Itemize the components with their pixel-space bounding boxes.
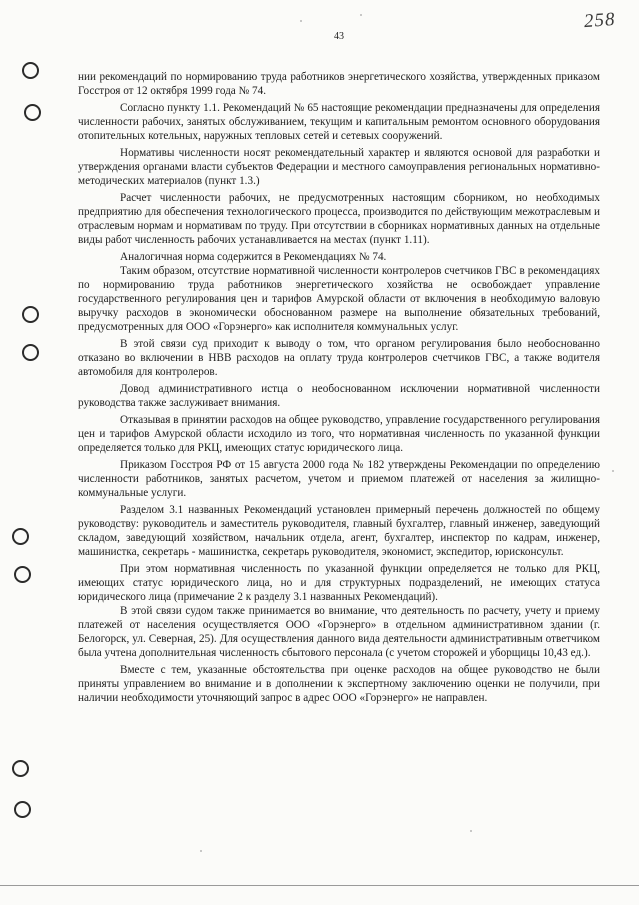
paragraph: Приказом Госстроя РФ от 15 августа 2000 года № 182 утверждены Рекомендации по определению численности работников, занятых расчетом, учетом и приемом платежей от населения за жилищно-коммунальные услуги. (78, 459, 600, 499)
page-number: 43 (334, 31, 344, 42)
punch-hole-icon (22, 62, 39, 79)
punch-hole-icon (12, 528, 29, 545)
punch-hole-icon (22, 344, 39, 361)
paragraph: Вместе с тем, указанные обстоятельства при оценке расходов на общее руководство не были приняты управлением во внимание и в дополнении к экспертному заключению оценки не получили, при наличии необходимости уточняющий запрос в адрес ООО «Горэнерго» не направлен. (78, 664, 600, 704)
paragraph: Расчет численности рабочих, не предусмотренных настоящим сборником, но необходимых предприятию для обеспечения технологического процесса, производится по действующим межотраслевым и отраслевым нормам и нормативам по труду. При отсутствии в сборниках нормативных данных на отдельные виды работ численность рабочих устанавливается на местах (пункт 1.11). (78, 192, 600, 246)
paragraph: Согласно пункту 1.1. Рекомендаций № 65 настоящие рекомендации предназначены для определения численности рабочих, занятых обслуживанием, текущим и капитальным ремонтом основного оборудования отопительных котельных, наружных тепловых сетей и сетевых сооружений. (78, 102, 600, 142)
punch-hole-icon (14, 801, 31, 818)
archive-number-handwritten: 258 (583, 8, 617, 33)
paragraph: Разделом 3.1 названных Рекомендаций установлен примерный перечень должностей по общему руководству: руководитель и заместитель руководителя, главный бухгалтер, главный инженер, заведующий складом, заведующий хозяйством, начальник отдела, агент, бухгалтер, инспектор по кадрам, инженер, машинистка, секретарь - машинистка, секретарь руководителя, экономист, экспедитор, юрисконсульт. (78, 504, 600, 558)
paragraph: В этой связи судом также принимается во внимание, что деятельность по расчету, учету и приему платежей от населения осуществляется ООО «Горэнерго» в отдельном административном здании (г. Белогорск, ул. Северная, 25). Для осуществления данного вида деятельности административным ответчиком была учтена дополнительная численность сбытового персонала (с учетом сторожей и уборщицы 10,43 ед.). (78, 605, 600, 659)
punch-hole-icon (12, 760, 29, 777)
paragraph: Нормативы численности носят рекомендательный характер и являются основой для разработки и утверждения органами власти субъектов Федерации и местного самоуправления региональных нормативно-методических материалов (пункт 1.3.) (78, 147, 600, 187)
scan-edge-line (0, 885, 639, 886)
punch-hole-icon (24, 104, 41, 121)
paragraph: Довод административного истца о необоснованном исключении нормативной численности руководства также заслуживает внимания. (78, 383, 600, 409)
punch-hole-icon (22, 306, 39, 323)
paragraph: нии рекомендаций по нормированию труда работников энергетического хозяйства, утвержденных приказом Госстроя от 12 октября 1999 года № 74. (78, 71, 600, 97)
paragraph: При этом нормативная численность по указанной функции определяется не только для РКЦ, имеющих статус юридического лица, но и для структурных подразделений, не имеющих статуса юридического лица (примечание 2 к разделу 3.1 названных Рекомендаций). (78, 563, 600, 603)
paragraph: Отказывая в принятии расходов на общее руководство, управление государственного регулирования цен и тарифов Амурской области исходило из того, что нормативная численность по указанной функции определяется только для РКЦ, имеющих статус юридического лица. (78, 414, 600, 454)
punch-hole-icon (14, 566, 31, 583)
document-body (78, 70, 600, 705)
paragraph: Аналогичная норма содержится в Рекомендациях № 74. (120, 251, 387, 263)
paragraph: В этой связи суд приходит к выводу о том, что органом регулирования было необоснованно отказано во включении в НВВ расходов на оплату труда контролеров счетчиков ГВС, а также водителя автомобиля для контролеров. (78, 338, 600, 378)
paragraph: Таким образом, отсутствие нормативной численности контролеров счетчиков ГВС в рекомендациях по нормированию труда работников энергетического хозяйства не освобождает управление государственного регулирования цен и тарифов Амурской области от включения в необходимую валовую выручку расходов в экономически обоснованном размере на выполнение обязательных требований, предусмотренных для ООО «Горэнерго» как исполнителя коммунальных услуг. (78, 265, 600, 333)
